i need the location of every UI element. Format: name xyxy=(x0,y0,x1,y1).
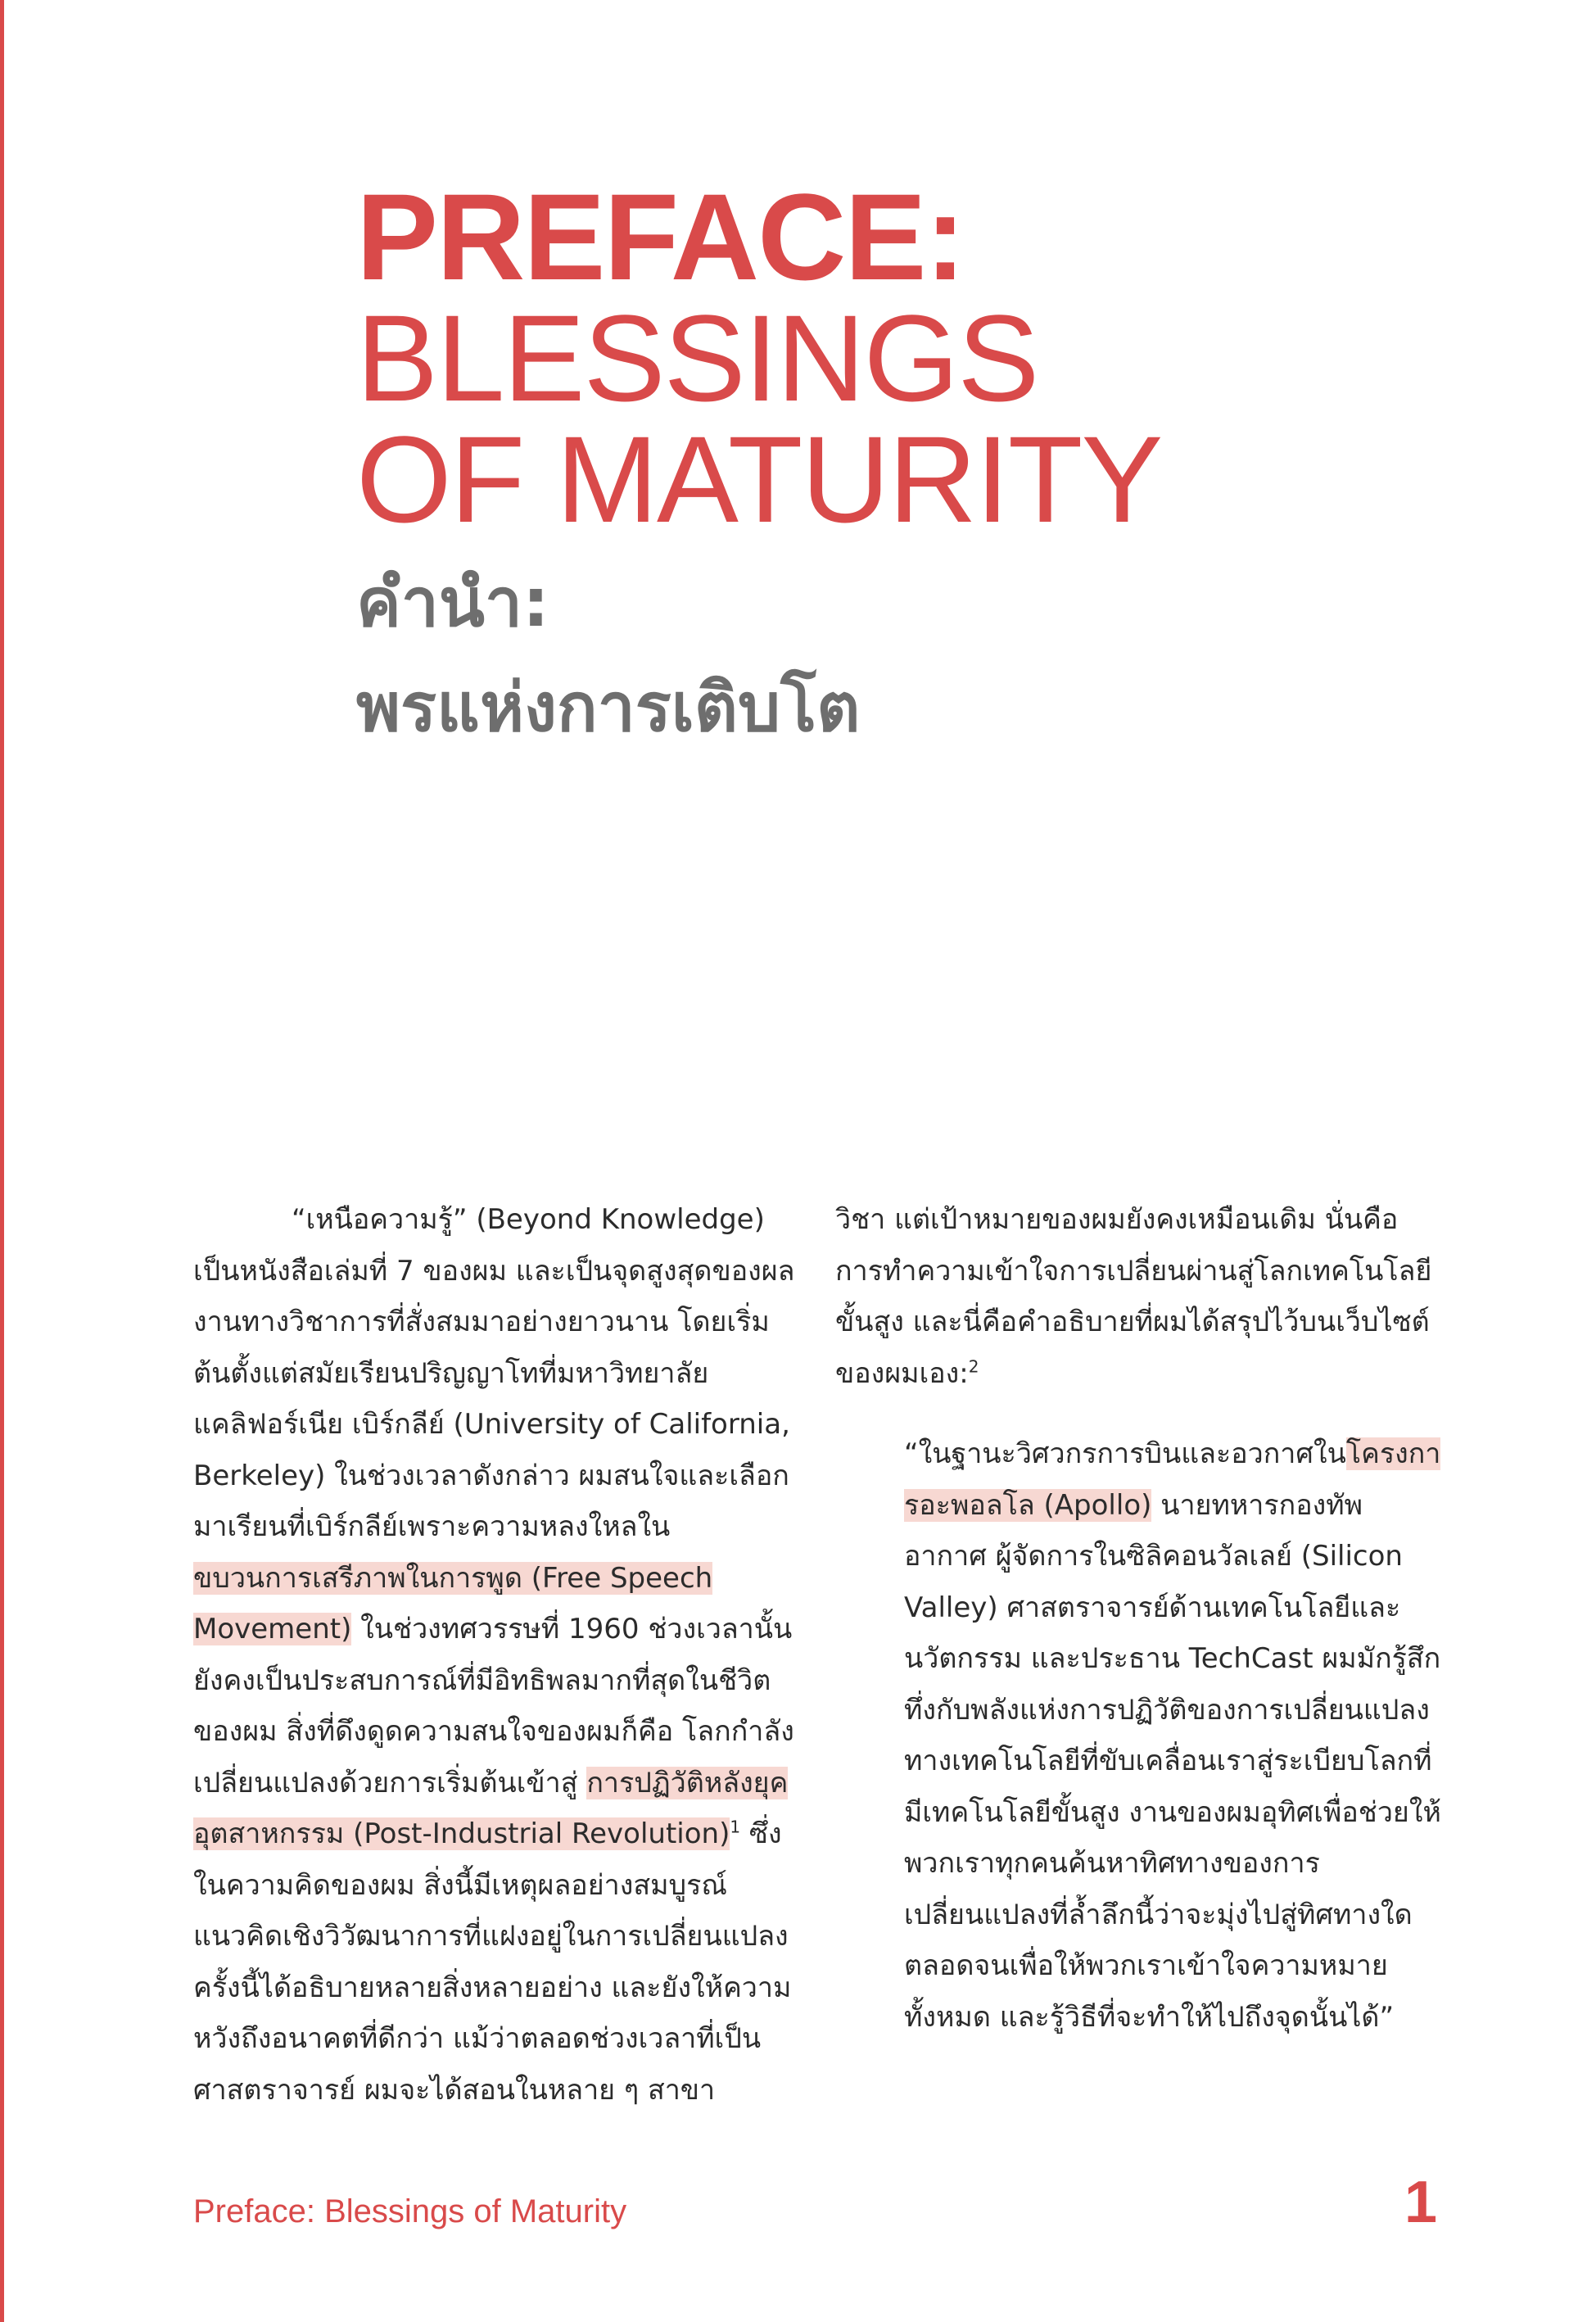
body-paragraph-1 xyxy=(193,1194,795,2116)
highlighted-term: โครงการอะพอลโล (Apollo) xyxy=(904,1437,1441,1522)
english-title-line-3: OF MATURITY xyxy=(356,410,1162,548)
paragraph-text: ในช่วงทศวรรษที่ 1960 ช่วงเวลานั้นยังคงเป็นประสบการณ์ที่มีอิทธิพลมากที่สุดในชีวิตของผม สิ่งที่ดึงดูดความสนใจของผมก็คือ โลกกำลังเปลี่ยนแปลงด้วยการเริ่มต้นเข้าสู่ xyxy=(193,1613,794,1799)
quote-text: “ในฐานะวิศวกรการบินและอวกาศใน xyxy=(904,1437,1346,1470)
english-title-line-2: BLESSINGS xyxy=(356,289,1038,427)
left-column xyxy=(193,1194,795,2116)
footnote-marker: 1 xyxy=(730,1817,741,1837)
english-title-line-1: PREFACE: xyxy=(356,168,965,306)
quote-text: นายทหารกองทัพอากาศ ผู้จัดการในซิลิคอนวัลเลย์ (Silicon Valley) ศาสตราจารย์ด้านเทคโนโลยีและนวัตกรรม และประธาน TechCast ผมมักรู้สึกทึ่งกับพลังแห่งการปฏิวัติของการเปลี่ยนแปลงทางเทคโนโลยีที่ขับเคลื่อนเราสู่ระเบียบโลกที่มีเทคโนโลยีขั้นสูง งานของผมอุทิศเพื่อช่วยให้พวกเราทุกคนค้นหาทิศทางของการเปลี่ยนแปลงที่ล้ำลึกนี้ว่าจะมุ่งไปสู่ทิศทางใด ตลอดจนเพื่อให้พวกเราเข้าใจความหมายทั้งหมด และรู้วิธีที่จะทำให้ไปถึงจุดนั้นได้” xyxy=(904,1488,1441,2034)
thai-title-line-2: พรแห่งการเติบโต xyxy=(356,669,861,747)
paragraph-text: ซึ่งในความคิดของผม สิ่งนี้มีเหตุผลอย่างสมบูรณ์ แนวคิดเชิงวิวัฒนาการที่แฝงอยู่ในการเปลี่ยนแปลงครั้งนี้ได้อธิบายหลายสิ่งหลายอย่าง และยังให้ความหวังถึงอนาคตที่ดีกว่า แม้ว่าตลอดช่วงเวลาที่เป็นศาสตราจารย์ ผมจะได้สอนในหลาย ๆ สาขา xyxy=(193,1817,792,2107)
page-number: 1 xyxy=(1404,2170,1438,2235)
footnote-marker: 2 xyxy=(968,1356,979,1377)
running-footer-title: Preface: Blessings of Maturity xyxy=(193,2193,627,2229)
english-title xyxy=(356,168,1421,548)
thai-title-line-1: คำนำ: xyxy=(356,564,549,642)
block-quote xyxy=(904,1428,1445,2043)
thai-title xyxy=(356,551,1421,761)
paragraph-text: “เหนือความรู้” (Beyond Knowledge) เป็นหนังสือเล่มที่ 7 ของผม และเป็นจุดสูงสุดของผลงานทางวิชาการที่สั่งสมมาอย่างยาวนาน โดยเริ่มต้นตั้งแต่สมัยเรียนปริญญาโทที่มหาวิทยาลัยแคลิฟอร์เนีย เบิร์กลีย์ (University of California, Berkeley) ในช่วงเวลาดังกล่าว ผมสนใจและเลือกมาเรียนที่เบิร์กลีย์เพราะความหลงใหลใน xyxy=(193,1203,795,1543)
highlighted-term: การปฏิวัติหลังยุคอุตสาหกรรม (Post-Industrial Revolution) xyxy=(193,1766,789,1850)
page-edge-rule xyxy=(0,0,4,2322)
paragraph-text: วิชา แต่เป้าหมายของผมยังคงเหมือนเดิม นั่นคือการทำความเข้าใจการเปลี่ยนผ่านสู่โลกเทคโนโลยีขั้นสูง และนี่คือคำอธิบายที่ผมได้สรุปไว้บนเว็บไซต์ของผมเอง: xyxy=(835,1203,1432,1390)
right-column xyxy=(835,1194,1445,2043)
body-paragraph-2 xyxy=(835,1194,1445,1399)
highlighted-term: ขบวนการเสรีภาพในการพูด (Free Speech Movement) xyxy=(193,1561,713,1645)
title-block xyxy=(356,168,1421,761)
